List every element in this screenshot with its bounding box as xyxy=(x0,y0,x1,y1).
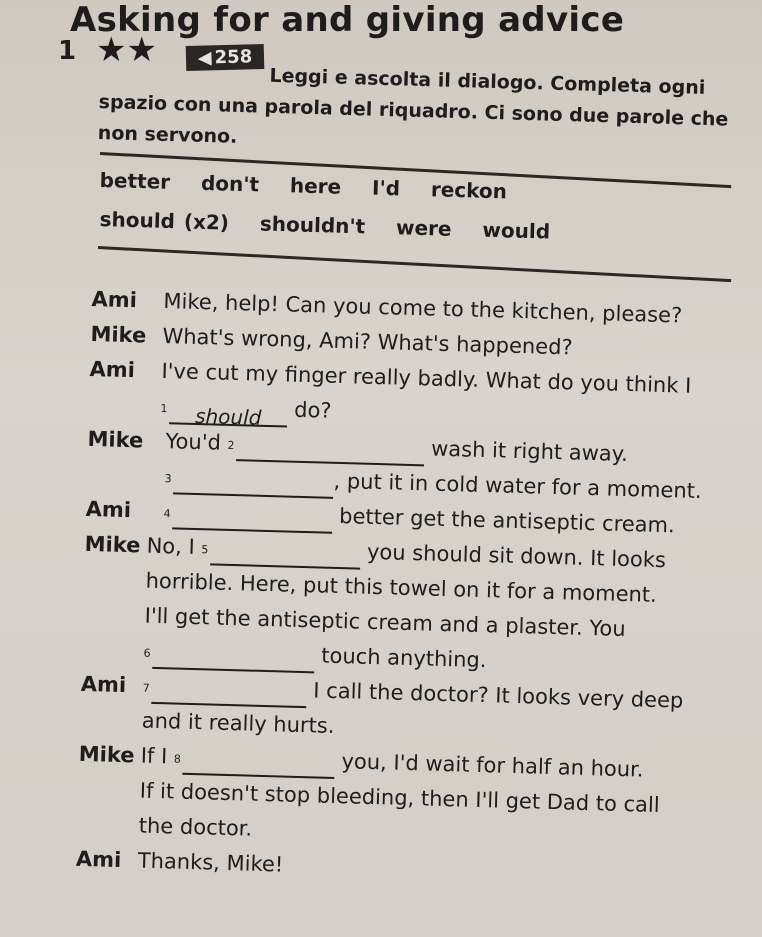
audio-track-number: 258 xyxy=(214,46,253,69)
line-text: and it really hurts. xyxy=(141,708,335,738)
difficulty-stars: ★★ xyxy=(96,30,157,70)
line-text: Mike, help! Can you come to the kitchen, please? xyxy=(163,289,683,328)
dialogue xyxy=(75,282,751,895)
line-text: I've cut my finger really badly. What do you think I xyxy=(161,358,692,398)
gap-number: 8 xyxy=(173,752,182,766)
speaker-icon: ◀︎ xyxy=(197,47,212,69)
line-text: do? xyxy=(293,397,332,423)
word-option: better xyxy=(99,168,171,194)
line-text: I call the doctor? It looks very deep xyxy=(313,678,684,713)
line-text: I'll get the antiseptic cream and a plaster. You xyxy=(144,603,626,642)
speaker-name: Ami xyxy=(91,286,138,313)
word-option: don't xyxy=(200,170,260,197)
gap-number: 2 xyxy=(227,438,235,453)
speaker-name: Ami xyxy=(89,356,136,383)
line-text: If I xyxy=(140,743,168,769)
line-text: What's wrong, Ami? What's happened? xyxy=(162,323,573,360)
line-text: Thanks, Mike! xyxy=(137,848,284,877)
line-text: horrible. Here, put this towel on it for a moment. xyxy=(145,568,658,607)
line-text: touch anything. xyxy=(321,643,487,673)
exercise-instructions: Leggi e ascolta il dialogo. Completa ogni spazio con una parola del riquadro. Ci sono due parole che non servono. xyxy=(97,64,729,148)
word-option: should (x2) xyxy=(99,207,230,235)
word-option: here xyxy=(289,173,342,199)
word-option: I'd xyxy=(371,175,401,201)
line-text: You'd xyxy=(165,429,222,455)
gap-number: 4 xyxy=(163,507,171,521)
exercise-number: 1 xyxy=(58,36,77,66)
speaker-name: Ami xyxy=(85,496,132,523)
gap-number: 5 xyxy=(201,543,209,557)
speaker-name: Mike xyxy=(84,531,141,558)
gap-number: 6 xyxy=(143,646,151,660)
word-box-bottom-rule xyxy=(98,246,731,282)
speaker-name: Ami xyxy=(80,671,127,698)
speaker-name: Mike xyxy=(78,741,135,768)
line-text: better get the antiseptic cream. xyxy=(338,503,676,538)
gap-number: 7 xyxy=(142,681,150,695)
gap-number: 3 xyxy=(164,472,172,486)
line-text: If it doesn't stop bleeding, then I'll get Dad to call xyxy=(139,778,660,818)
line-text: you, I'd wait for half an hour. xyxy=(341,749,644,782)
speaker-name: Mike xyxy=(87,426,144,453)
line-text: wash it right away. xyxy=(430,436,629,467)
word-option: were xyxy=(395,215,452,241)
speaker-name: Mike xyxy=(90,321,147,348)
word-option: shouldn't xyxy=(259,211,366,239)
line-text: you should sit down. It looks xyxy=(366,539,667,573)
gap-number: 1 xyxy=(160,401,168,416)
line-text: No, I xyxy=(146,533,196,559)
word-option: reckon xyxy=(430,177,508,204)
word-option: would xyxy=(482,217,551,244)
line-text: the doctor. xyxy=(138,813,253,841)
word-box-row-2 xyxy=(99,207,572,244)
speaker-name: Ami xyxy=(75,846,122,873)
section-heading: Asking for and giving advice xyxy=(70,0,625,40)
answer-blank-1[interactable]: should xyxy=(169,398,288,427)
line-text: , put it in cold water for a moment. xyxy=(333,468,702,504)
